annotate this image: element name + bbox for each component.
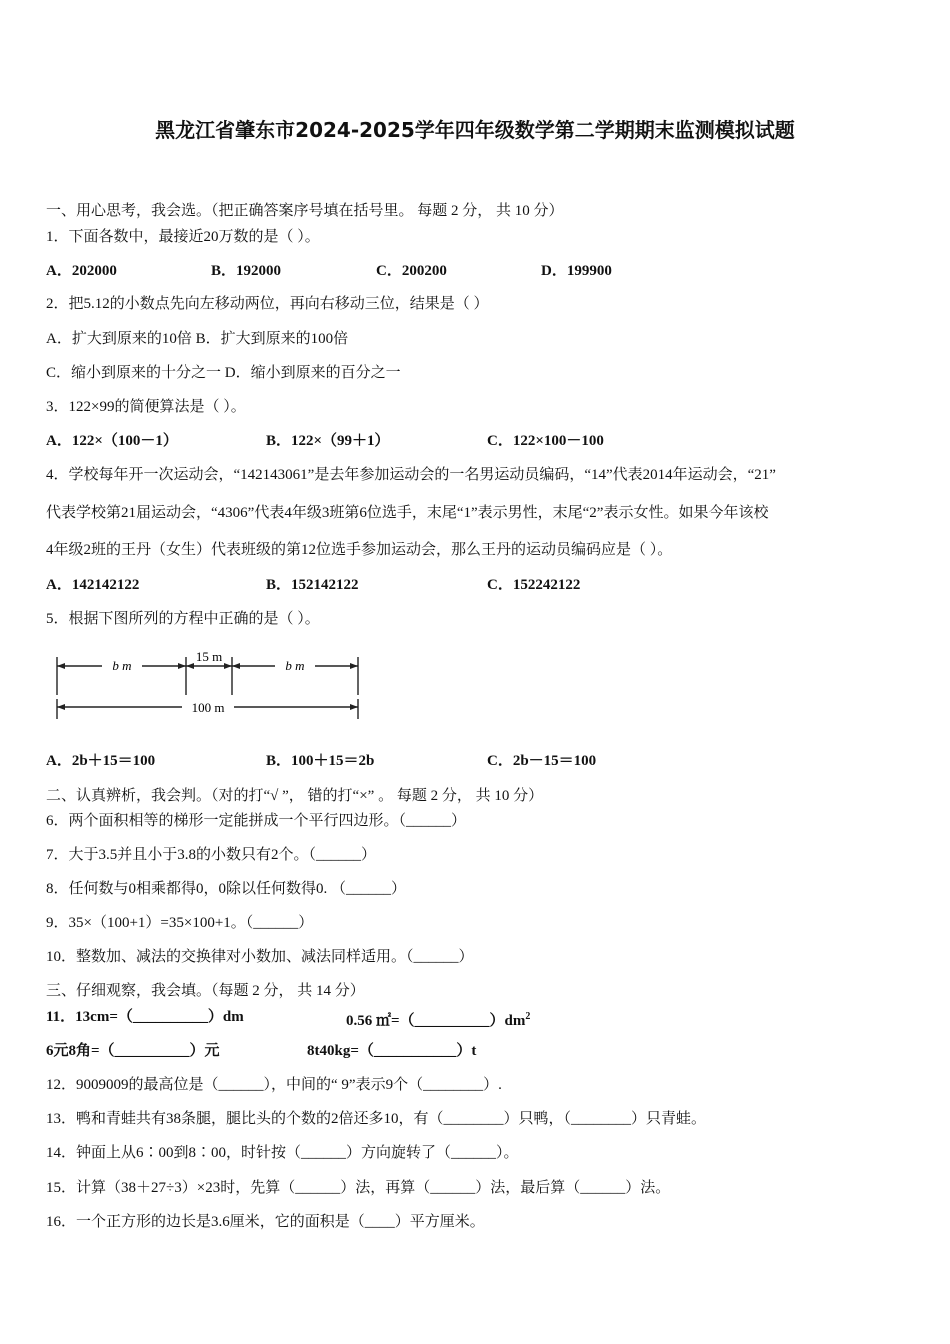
q1-option-a: A．202000: [46, 263, 117, 279]
q11-part-a: 11．13cm=（__________）dm: [46, 1009, 244, 1025]
question-13: 13．鸭和青蛙共有38条腿，腿比头的个数的2倍还多10，有（________）只鸭，（________）只青蛙。: [46, 1111, 707, 1127]
question-5: 5．根据下图所列的方程中正确的是（ ）。: [46, 611, 320, 627]
diagram-label-b2: b m: [285, 658, 305, 673]
question-4-line-3: 4年级2班的王丹（女生）代表班级的第12位选手参加运动会，那么王丹的运动员编码应是（ ）。: [46, 542, 673, 558]
q3-option-c: C．122×100－100: [487, 433, 604, 449]
q3-option-a: A．122×（100－1）: [46, 433, 178, 449]
arrow-3-left: [232, 663, 240, 669]
question-4-line-1: 4．学校每年开一次运动会，“142143061”是去年参加运动会的一名男运动员编码，“14”代表2014年运动会，“21”: [46, 467, 776, 483]
arrow-1-right: [178, 663, 186, 669]
q1-option-b: B．192000: [211, 263, 282, 279]
question-2: 2．把5.12的小数点先向左移动两位，再向右移动三位，结果是（ ）: [46, 296, 489, 312]
diagram-label-total: 100 m: [191, 700, 225, 715]
question-6: 6．两个面积相等的梯形一定能拼成一个平行四边形。（______）: [46, 813, 467, 829]
question-1: 1．下面各数中，最接近20万数的是（ ）。: [46, 229, 320, 245]
question-7: 7．大于3.5并且小于3.8的小数只有2个。（______）: [46, 847, 377, 863]
page-title: 黑龙江省肇东市2024-2025学年四年级数学第二学期期末监测模拟试题: [155, 118, 795, 142]
q4-option-b: B．152142122: [266, 577, 359, 593]
q11-part-d: 8t40kg=（___________）t: [307, 1043, 477, 1059]
question-4-line-2: 代表学校第21届运动会，“4306”代表4年级3班第6位选手，末尾“1”表示男性，末尾“2”表示女性。如果今年该校: [46, 505, 769, 521]
section-2-heading: 二、认真辨析，我会判。（对的打“√ ”， 错的打“×” 。 每题 2 分， 共 10 分）: [46, 788, 544, 804]
q3-option-b: B．122×（99＋1）: [266, 433, 390, 449]
diagram-label-b1: b m: [112, 658, 132, 673]
section-1-heading: 一、用心思考，我会选。（把正确答案序号填在括号里。 每题 2 分， 共 10 分）: [46, 203, 564, 219]
section-3-heading: 三、仔细观察，我会填。（每题 2 分， 共 14 分）: [46, 983, 365, 999]
q5-option-c: C．2b－15＝100: [487, 753, 597, 769]
q1-option-d: D．199900: [541, 263, 612, 279]
q1-option-c: C．200200: [376, 263, 447, 279]
q4-option-c: C．152242122: [487, 577, 581, 593]
arrow-1-left: [57, 663, 65, 669]
question-3: 3．122×99的简便算法是（ ）。: [46, 399, 246, 415]
question-16: 16．一个正方形的边长是3.6厘米，它的面积是（____）平方厘米。: [46, 1214, 485, 1230]
q4-option-a: A．142142122: [46, 577, 140, 593]
q11-part-c: 6元8角=（__________）元: [46, 1043, 220, 1059]
segment-diagram: [50, 645, 365, 725]
q5-option-b: B．100＋15＝2b: [266, 753, 375, 769]
arrow-total-left: [57, 704, 65, 710]
q5-option-a: A．2b＋15＝100: [46, 753, 156, 769]
question-10: 10．整数加、减法的交换律对小数加、减法同样适用。（______）: [46, 949, 474, 965]
question-12: 12．9009009的最高位是（______），中间的“ 9”表示9个（________）.: [46, 1077, 502, 1093]
q11-part-b: 0.56 $㎡=(\_\_\_\_\_\_\_\_\_\_)dm^2$: [346, 1011, 531, 1029]
arrow-2-left: [186, 663, 194, 669]
diagram-label-15m: 15 m: [195, 649, 223, 664]
question-9: 9．35×（100+1）=35×100+1。（______）: [46, 915, 314, 931]
q2-options-ab: A．扩大到原来的10倍 B．扩大到原来的100倍: [46, 331, 349, 347]
q2-options-cd: C．缩小到原来的十分之一 D．缩小到原来的百分之一: [46, 365, 401, 381]
arrow-3-right: [350, 663, 358, 669]
question-15: 15．计算（38＋27÷3）×23时，先算（______）法，再算（______）法，最后算（______）法。: [46, 1180, 671, 1196]
question-8: 8．任何数与0相乘都得0，0除以任何数得0. （______）: [46, 881, 407, 897]
arrow-total-right: [350, 704, 358, 710]
question-14: 14．钟面上从6∶00到8∶00，时针按（______）方向旋转了（______）。: [46, 1145, 519, 1161]
arrow-2-right: [224, 663, 232, 669]
